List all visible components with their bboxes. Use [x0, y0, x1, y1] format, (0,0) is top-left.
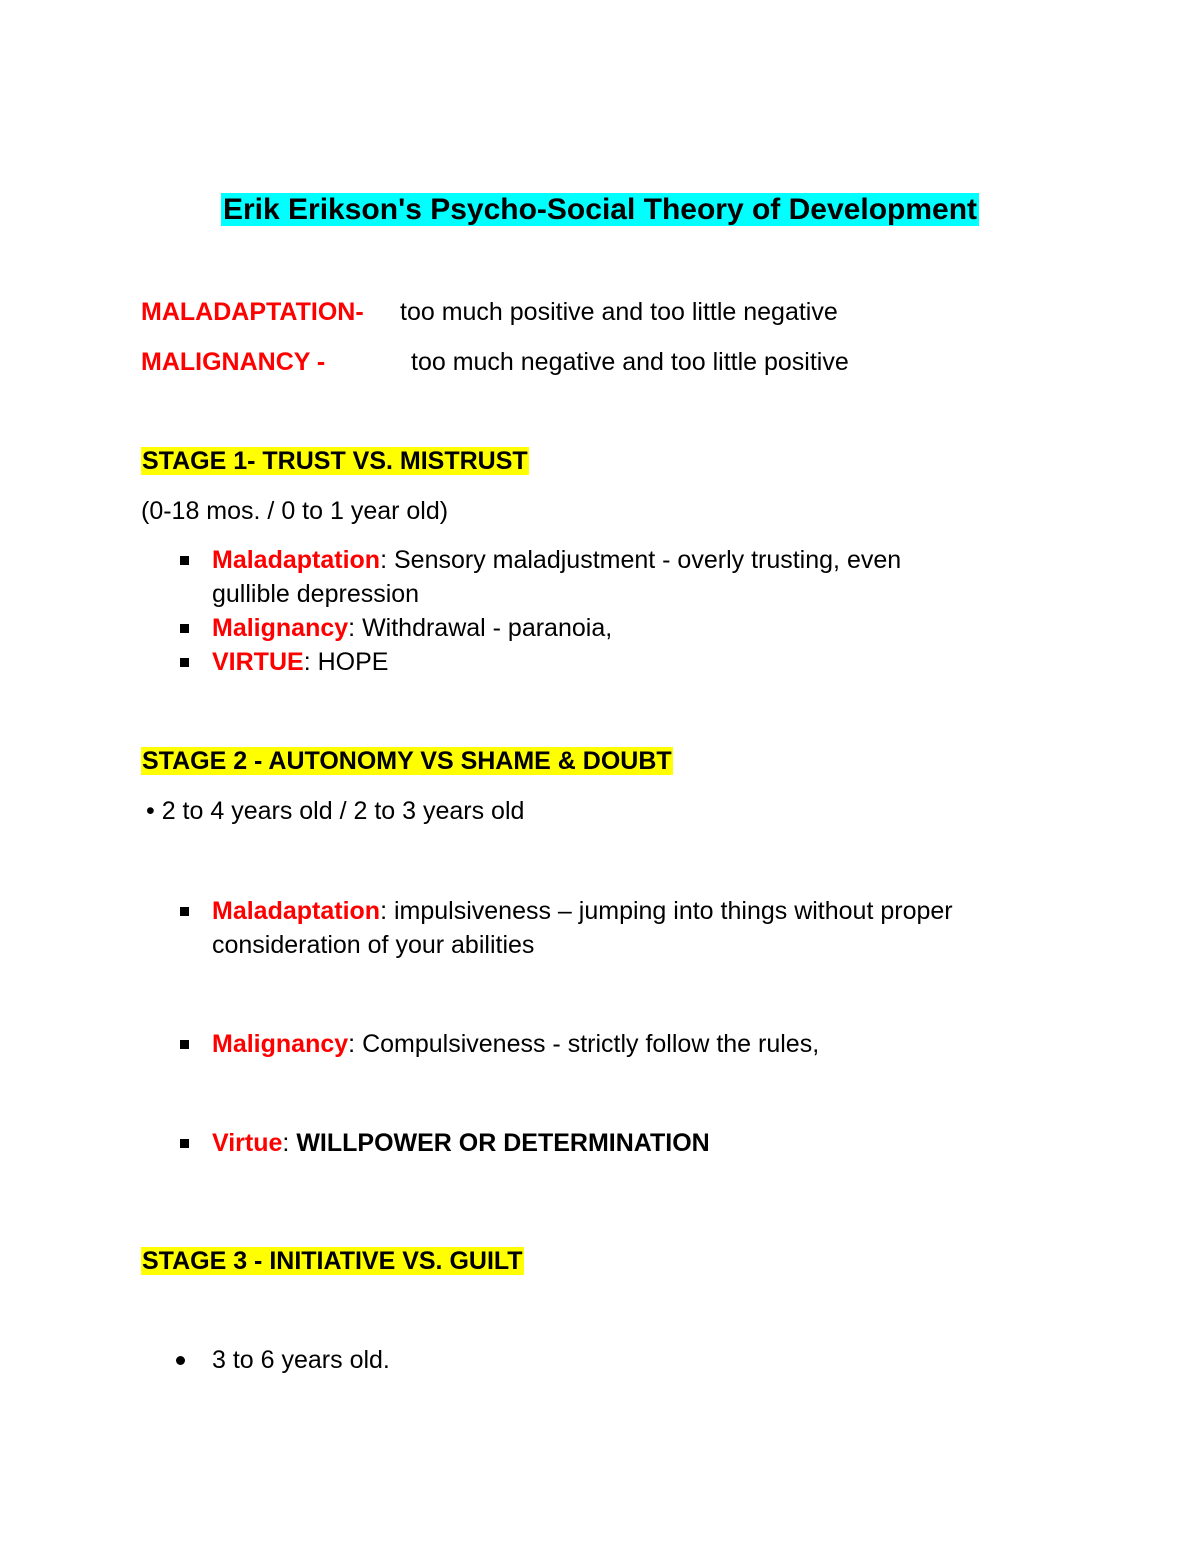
item-text: Compulsiveness - strictly follow the rules,	[362, 1030, 820, 1058]
stage-heading-text: STAGE 1- TRUST VS. MISTRUST	[142, 447, 528, 475]
item-label: Malignancy	[212, 1030, 349, 1058]
item-label: Malignancy	[212, 614, 349, 642]
stage-1-heading	[141, 445, 529, 477]
stage-2-virtue	[212, 1126, 710, 1160]
item-label: VIRTUE	[212, 648, 304, 676]
item-separator: :	[348, 1030, 363, 1058]
round-bullet-icon	[176, 1356, 185, 1365]
stage-2-maladaptation-line2: consideration of your abilities	[212, 931, 535, 959]
stage-heading-text: STAGE 3 - INITIATIVE VS. GUILT	[142, 1247, 523, 1275]
document-title-text: Erik Erikson's Psycho-Social Theory of Development	[222, 193, 978, 226]
stage-heading-text: STAGE 2 - AUTONOMY VS SHAME & DOUBT	[142, 747, 672, 775]
item-text: HOPE	[317, 648, 389, 676]
stage-3-age: 3 to 6 years old.	[212, 1346, 390, 1374]
stage-3-heading	[141, 1245, 524, 1277]
stage-1-maladaptation-line1	[212, 543, 901, 577]
item-text: Withdrawal - paranoia,	[362, 614, 613, 642]
stage-2-malignancy	[212, 1027, 819, 1061]
stage-1-age: (0-18 mos. / 0 to 1 year old)	[141, 497, 449, 525]
square-bullet-icon	[180, 907, 189, 916]
item-label: Maladaptation	[212, 546, 381, 574]
stage-2-heading	[141, 745, 673, 777]
definition-maladaptation	[141, 296, 838, 328]
item-separator: :	[380, 546, 394, 574]
definition-malignancy	[141, 346, 849, 378]
item-separator: :	[380, 897, 394, 925]
stage-1-virtue	[212, 645, 388, 679]
item-label: Virtue	[212, 1129, 283, 1157]
square-bullet-icon	[180, 658, 189, 667]
item-text: WILLPOWER OR DETERMINATION	[296, 1129, 710, 1157]
stage-2-maladaptation-line1	[212, 894, 953, 928]
definition-text: too much negative and too little positive	[411, 348, 849, 376]
item-text: Sensory maladjustment - overly trusting, even	[393, 546, 902, 574]
stage-2-age: • 2 to 4 years old / 2 to 3 years old	[146, 797, 525, 825]
square-bullet-icon	[180, 1139, 189, 1148]
square-bullet-icon	[180, 624, 189, 633]
item-separator: :	[282, 1129, 297, 1157]
square-bullet-icon	[180, 1040, 189, 1049]
definition-term: MALIGNANCY -	[141, 348, 326, 376]
item-separator: :	[348, 614, 363, 642]
item-separator: :	[303, 648, 318, 676]
stage-1-maladaptation-line2: gullible depression	[212, 580, 420, 608]
item-text: impulsiveness – jumping into things without proper	[393, 897, 953, 925]
definition-term: MALADAPTATION-	[141, 298, 364, 326]
stage-1-malignancy	[212, 611, 612, 645]
item-label: Maladaptation	[212, 897, 381, 925]
definition-text: too much positive and too little negative	[400, 298, 838, 326]
document-title	[0, 190, 1200, 230]
square-bullet-icon	[180, 556, 189, 565]
